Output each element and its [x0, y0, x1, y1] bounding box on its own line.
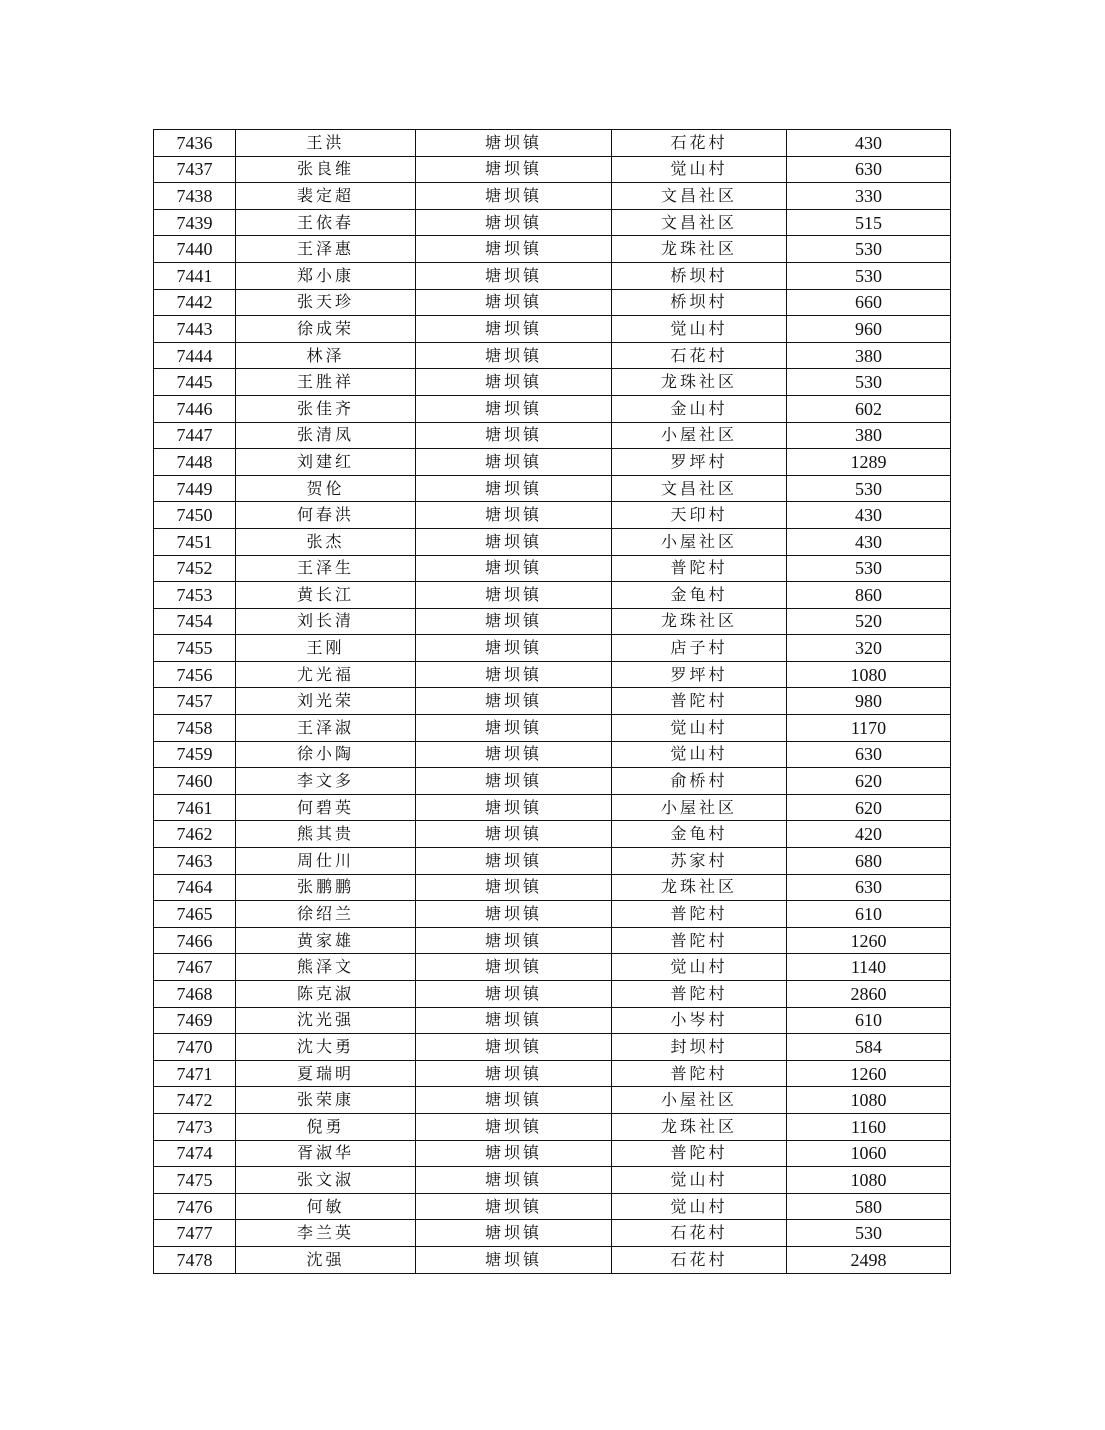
- amount-cell: 1060: [787, 1140, 951, 1167]
- town-cell: 塘坝镇: [416, 1113, 612, 1140]
- amount-cell: 430: [787, 130, 951, 157]
- table-row: [154, 289, 951, 316]
- row-number-cell: 7441: [154, 262, 236, 289]
- row-number-cell: 7471: [154, 1060, 236, 1087]
- town-cell: 塘坝镇: [416, 1167, 612, 1194]
- person-name-cell: 熊泽文: [236, 954, 416, 981]
- person-name-cell: 李文多: [236, 768, 416, 795]
- row-number-cell: 7477: [154, 1220, 236, 1247]
- town-cell: 塘坝镇: [416, 1193, 612, 1220]
- person-name-cell: 沈强: [236, 1246, 416, 1273]
- town-cell: 塘坝镇: [416, 528, 612, 555]
- table-row: [154, 1007, 951, 1034]
- table-row: [154, 608, 951, 635]
- town-cell: 塘坝镇: [416, 768, 612, 795]
- person-name-cell: 郑小康: [236, 262, 416, 289]
- village-cell: 觉山村: [612, 954, 787, 981]
- village-cell: 小岑村: [612, 1007, 787, 1034]
- row-number-cell: 7467: [154, 954, 236, 981]
- records-table: [153, 129, 951, 1274]
- town-cell: 塘坝镇: [416, 927, 612, 954]
- amount-cell: 530: [787, 369, 951, 396]
- village-cell: 龙珠社区: [612, 369, 787, 396]
- village-cell: 觉山村: [612, 715, 787, 742]
- amount-cell: 530: [787, 262, 951, 289]
- person-name-cell: 倪勇: [236, 1113, 416, 1140]
- row-number-cell: 7447: [154, 422, 236, 449]
- person-name-cell: 林泽: [236, 342, 416, 369]
- row-number-cell: 7448: [154, 449, 236, 476]
- row-number-cell: 7439: [154, 209, 236, 236]
- table-row: [154, 555, 951, 582]
- person-name-cell: 李兰英: [236, 1220, 416, 1247]
- row-number-cell: 7466: [154, 927, 236, 954]
- person-name-cell: 王胜祥: [236, 369, 416, 396]
- table-row: [154, 661, 951, 688]
- table-row: [154, 449, 951, 476]
- village-cell: 普陀村: [612, 901, 787, 928]
- amount-cell: 630: [787, 874, 951, 901]
- table-row: [154, 1060, 951, 1087]
- table-row: [154, 688, 951, 715]
- table-row: [154, 1140, 951, 1167]
- table-row: [154, 848, 951, 875]
- table-row: [154, 741, 951, 768]
- row-number-cell: 7461: [154, 794, 236, 821]
- table-row: [154, 502, 951, 529]
- town-cell: 塘坝镇: [416, 1060, 612, 1087]
- person-name-cell: 徐绍兰: [236, 901, 416, 928]
- town-cell: 塘坝镇: [416, 635, 612, 662]
- village-cell: 龙珠社区: [612, 874, 787, 901]
- town-cell: 塘坝镇: [416, 608, 612, 635]
- table-row: [154, 528, 951, 555]
- amount-cell: 680: [787, 848, 951, 875]
- village-cell: 文昌社区: [612, 183, 787, 210]
- row-number-cell: 7458: [154, 715, 236, 742]
- row-number-cell: 7453: [154, 582, 236, 609]
- town-cell: 塘坝镇: [416, 236, 612, 263]
- village-cell: 小屋社区: [612, 1087, 787, 1114]
- village-cell: 石花村: [612, 1220, 787, 1247]
- row-number-cell: 7443: [154, 316, 236, 343]
- village-cell: 小屋社区: [612, 794, 787, 821]
- village-cell: 龙珠社区: [612, 236, 787, 263]
- row-number-cell: 7457: [154, 688, 236, 715]
- amount-cell: 960: [787, 316, 951, 343]
- table-row: [154, 316, 951, 343]
- village-cell: 普陀村: [612, 555, 787, 582]
- village-cell: 桥坝村: [612, 262, 787, 289]
- village-cell: 桥坝村: [612, 289, 787, 316]
- person-name-cell: 沈光强: [236, 1007, 416, 1034]
- amount-cell: 602: [787, 395, 951, 422]
- row-number-cell: 7460: [154, 768, 236, 795]
- amount-cell: 610: [787, 901, 951, 928]
- person-name-cell: 张杰: [236, 528, 416, 555]
- person-name-cell: 陈克淑: [236, 981, 416, 1008]
- row-number-cell: 7455: [154, 635, 236, 662]
- table-row: [154, 1113, 951, 1140]
- row-number-cell: 7475: [154, 1167, 236, 1194]
- village-cell: 龙珠社区: [612, 608, 787, 635]
- town-cell: 塘坝镇: [416, 954, 612, 981]
- row-number-cell: 7446: [154, 395, 236, 422]
- amount-cell: 530: [787, 555, 951, 582]
- row-number-cell: 7449: [154, 475, 236, 502]
- table-row: [154, 342, 951, 369]
- town-cell: 塘坝镇: [416, 741, 612, 768]
- town-cell: 塘坝镇: [416, 289, 612, 316]
- town-cell: 塘坝镇: [416, 316, 612, 343]
- town-cell: 塘坝镇: [416, 688, 612, 715]
- amount-cell: 515: [787, 209, 951, 236]
- row-number-cell: 7450: [154, 502, 236, 529]
- person-name-cell: 张良维: [236, 156, 416, 183]
- row-number-cell: 7442: [154, 289, 236, 316]
- amount-cell: 1260: [787, 1060, 951, 1087]
- amount-cell: 660: [787, 289, 951, 316]
- person-name-cell: 刘长清: [236, 608, 416, 635]
- person-name-cell: 尤光福: [236, 661, 416, 688]
- town-cell: 塘坝镇: [416, 1087, 612, 1114]
- amount-cell: 1080: [787, 661, 951, 688]
- village-cell: 觉山村: [612, 316, 787, 343]
- village-cell: 店子村: [612, 635, 787, 662]
- table-row: [154, 1167, 951, 1194]
- table-row: [154, 1193, 951, 1220]
- person-name-cell: 王泽淑: [236, 715, 416, 742]
- amount-cell: 380: [787, 422, 951, 449]
- amount-cell: 980: [787, 688, 951, 715]
- table-row: [154, 236, 951, 263]
- town-cell: 塘坝镇: [416, 342, 612, 369]
- town-cell: 塘坝镇: [416, 874, 612, 901]
- village-cell: 觉山村: [612, 1193, 787, 1220]
- amount-cell: 1080: [787, 1087, 951, 1114]
- amount-cell: 1289: [787, 449, 951, 476]
- town-cell: 塘坝镇: [416, 1007, 612, 1034]
- table-row: [154, 821, 951, 848]
- town-cell: 塘坝镇: [416, 661, 612, 688]
- town-cell: 塘坝镇: [416, 209, 612, 236]
- town-cell: 塘坝镇: [416, 422, 612, 449]
- row-number-cell: 7465: [154, 901, 236, 928]
- table-row: [154, 794, 951, 821]
- town-cell: 塘坝镇: [416, 901, 612, 928]
- table-row: [154, 1034, 951, 1061]
- amount-cell: 530: [787, 475, 951, 502]
- amount-cell: 1080: [787, 1167, 951, 1194]
- amount-cell: 430: [787, 528, 951, 555]
- person-name-cell: 王泽惠: [236, 236, 416, 263]
- row-number-cell: 7452: [154, 555, 236, 582]
- row-number-cell: 7438: [154, 183, 236, 210]
- amount-cell: 1160: [787, 1113, 951, 1140]
- town-cell: 塘坝镇: [416, 1140, 612, 1167]
- row-number-cell: 7478: [154, 1246, 236, 1273]
- table-row: [154, 422, 951, 449]
- person-name-cell: 张鹏鹏: [236, 874, 416, 901]
- table-row: [154, 209, 951, 236]
- person-name-cell: 张荣康: [236, 1087, 416, 1114]
- row-number-cell: 7469: [154, 1007, 236, 1034]
- village-cell: 觉山村: [612, 1167, 787, 1194]
- person-name-cell: 张清凤: [236, 422, 416, 449]
- table-row: [154, 715, 951, 742]
- person-name-cell: 裴定超: [236, 183, 416, 210]
- person-name-cell: 刘建红: [236, 449, 416, 476]
- village-cell: 俞桥村: [612, 768, 787, 795]
- village-cell: 石花村: [612, 342, 787, 369]
- village-cell: 普陀村: [612, 927, 787, 954]
- person-name-cell: 徐成荣: [236, 316, 416, 343]
- amount-cell: 620: [787, 794, 951, 821]
- village-cell: 小屋社区: [612, 528, 787, 555]
- village-cell: 罗坪村: [612, 661, 787, 688]
- village-cell: 觉山村: [612, 156, 787, 183]
- village-cell: 文昌社区: [612, 475, 787, 502]
- table-row: [154, 954, 951, 981]
- person-name-cell: 沈大勇: [236, 1034, 416, 1061]
- town-cell: 塘坝镇: [416, 981, 612, 1008]
- row-number-cell: 7437: [154, 156, 236, 183]
- row-number-cell: 7445: [154, 369, 236, 396]
- amount-cell: 620: [787, 768, 951, 795]
- village-cell: 文昌社区: [612, 209, 787, 236]
- row-number-cell: 7451: [154, 528, 236, 555]
- person-name-cell: 黄家雄: [236, 927, 416, 954]
- village-cell: 石花村: [612, 130, 787, 157]
- person-name-cell: 王泽生: [236, 555, 416, 582]
- village-cell: 金龟村: [612, 821, 787, 848]
- town-cell: 塘坝镇: [416, 130, 612, 157]
- town-cell: 塘坝镇: [416, 449, 612, 476]
- town-cell: 塘坝镇: [416, 794, 612, 821]
- village-cell: 苏家村: [612, 848, 787, 875]
- person-name-cell: 徐小陶: [236, 741, 416, 768]
- amount-cell: 330: [787, 183, 951, 210]
- village-cell: 普陀村: [612, 688, 787, 715]
- row-number-cell: 7440: [154, 236, 236, 263]
- row-number-cell: 7474: [154, 1140, 236, 1167]
- table-row: [154, 1246, 951, 1273]
- village-cell: 觉山村: [612, 741, 787, 768]
- table-row: [154, 768, 951, 795]
- row-number-cell: 7473: [154, 1113, 236, 1140]
- amount-cell: 2860: [787, 981, 951, 1008]
- table-row: [154, 262, 951, 289]
- row-number-cell: 7459: [154, 741, 236, 768]
- person-name-cell: 张佳齐: [236, 395, 416, 422]
- amount-cell: 530: [787, 1220, 951, 1247]
- amount-cell: 1260: [787, 927, 951, 954]
- town-cell: 塘坝镇: [416, 502, 612, 529]
- person-name-cell: 王刚: [236, 635, 416, 662]
- town-cell: 塘坝镇: [416, 1220, 612, 1247]
- row-number-cell: 7454: [154, 608, 236, 635]
- table-row: [154, 981, 951, 1008]
- row-number-cell: 7464: [154, 874, 236, 901]
- row-number-cell: 7470: [154, 1034, 236, 1061]
- row-number-cell: 7468: [154, 981, 236, 1008]
- table-row: [154, 1220, 951, 1247]
- person-name-cell: 何敏: [236, 1193, 416, 1220]
- town-cell: 塘坝镇: [416, 1034, 612, 1061]
- village-cell: 龙珠社区: [612, 1113, 787, 1140]
- village-cell: 普陀村: [612, 1140, 787, 1167]
- amount-cell: 630: [787, 156, 951, 183]
- amount-cell: 630: [787, 741, 951, 768]
- person-name-cell: 王洪: [236, 130, 416, 157]
- person-name-cell: 夏瑞明: [236, 1060, 416, 1087]
- town-cell: 塘坝镇: [416, 821, 612, 848]
- amount-cell: 520: [787, 608, 951, 635]
- row-number-cell: 7456: [154, 661, 236, 688]
- table-row: [154, 369, 951, 396]
- amount-cell: 380: [787, 342, 951, 369]
- table-row: [154, 927, 951, 954]
- row-number-cell: 7472: [154, 1087, 236, 1114]
- town-cell: 塘坝镇: [416, 848, 612, 875]
- amount-cell: 584: [787, 1034, 951, 1061]
- village-cell: 金龟村: [612, 582, 787, 609]
- row-number-cell: 7463: [154, 848, 236, 875]
- town-cell: 塘坝镇: [416, 183, 612, 210]
- row-number-cell: 7444: [154, 342, 236, 369]
- person-name-cell: 王依春: [236, 209, 416, 236]
- town-cell: 塘坝镇: [416, 1246, 612, 1273]
- town-cell: 塘坝镇: [416, 369, 612, 396]
- person-name-cell: 何碧英: [236, 794, 416, 821]
- village-cell: 普陀村: [612, 1060, 787, 1087]
- amount-cell: 580: [787, 1193, 951, 1220]
- village-cell: 封坝村: [612, 1034, 787, 1061]
- person-name-cell: 刘光荣: [236, 688, 416, 715]
- village-cell: 天印村: [612, 502, 787, 529]
- amount-cell: 1170: [787, 715, 951, 742]
- table-row: [154, 183, 951, 210]
- table-row: [154, 475, 951, 502]
- person-name-cell: 熊其贵: [236, 821, 416, 848]
- town-cell: 塘坝镇: [416, 475, 612, 502]
- town-cell: 塘坝镇: [416, 582, 612, 609]
- amount-cell: 530: [787, 236, 951, 263]
- amount-cell: 1140: [787, 954, 951, 981]
- town-cell: 塘坝镇: [416, 715, 612, 742]
- table-row: [154, 874, 951, 901]
- amount-cell: 860: [787, 582, 951, 609]
- village-cell: 罗坪村: [612, 449, 787, 476]
- person-name-cell: 贺伦: [236, 475, 416, 502]
- person-name-cell: 黄长江: [236, 582, 416, 609]
- village-cell: 普陀村: [612, 981, 787, 1008]
- amount-cell: 420: [787, 821, 951, 848]
- row-number-cell: 7462: [154, 821, 236, 848]
- table-row: [154, 130, 951, 157]
- person-name-cell: 张文淑: [236, 1167, 416, 1194]
- table-row: [154, 635, 951, 662]
- table-row: [154, 582, 951, 609]
- town-cell: 塘坝镇: [416, 555, 612, 582]
- village-cell: 金山村: [612, 395, 787, 422]
- town-cell: 塘坝镇: [416, 395, 612, 422]
- village-cell: 小屋社区: [612, 422, 787, 449]
- table-row: [154, 156, 951, 183]
- person-name-cell: 张天珍: [236, 289, 416, 316]
- town-cell: 塘坝镇: [416, 156, 612, 183]
- records-table-body: [154, 130, 951, 1274]
- table-row: [154, 1087, 951, 1114]
- person-name-cell: 胥淑华: [236, 1140, 416, 1167]
- amount-cell: 430: [787, 502, 951, 529]
- table-row: [154, 395, 951, 422]
- town-cell: 塘坝镇: [416, 262, 612, 289]
- person-name-cell: 周仕川: [236, 848, 416, 875]
- table-row: [154, 901, 951, 928]
- person-name-cell: 何春洪: [236, 502, 416, 529]
- amount-cell: 320: [787, 635, 951, 662]
- amount-cell: 2498: [787, 1246, 951, 1273]
- row-number-cell: 7476: [154, 1193, 236, 1220]
- amount-cell: 610: [787, 1007, 951, 1034]
- village-cell: 石花村: [612, 1246, 787, 1273]
- row-number-cell: 7436: [154, 130, 236, 157]
